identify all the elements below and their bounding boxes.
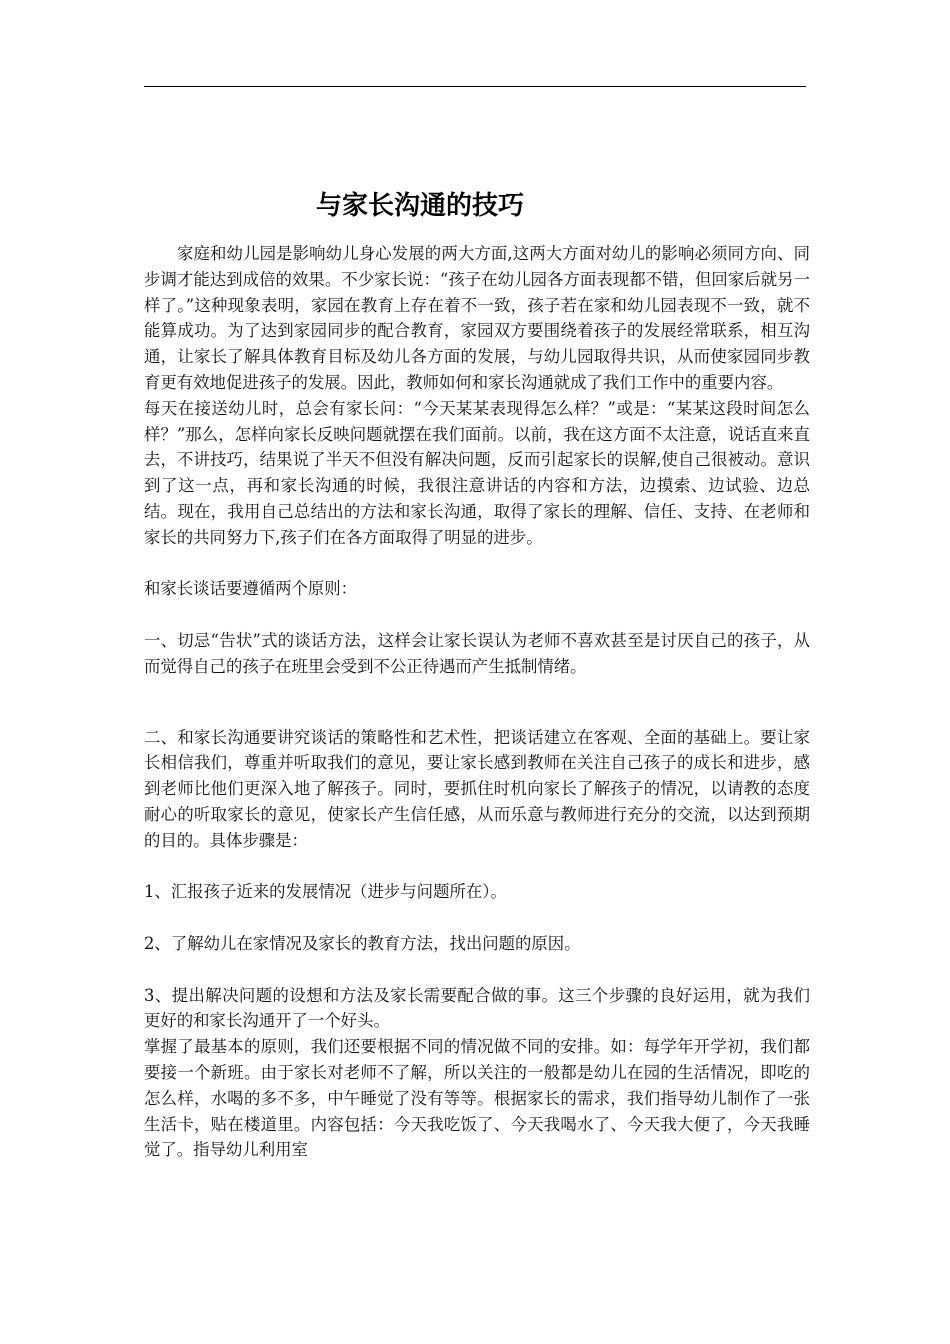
paragraph-arrangements: 掌握了最基本的原则，我们还要根据不同的情况做不同的安排。如：每学年开学初，我们都要接一个新班。由于家长对老师不了解，所以关注的一般都是幼儿在园的生活情况，即吃的怎么样，水喝的多不多，中午睡觉了没有等等。根据家长的需求，我们指导幼儿制作了一张生活卡，贴在楼道里。内容包括：今天我吃饭了、今天我喝水了、今天我大便了，今天我睡觉了。指导幼儿利用室 [144, 1037, 810, 1160]
paragraph-intro: 家庭和幼儿园是影响幼儿身心发展的两大方面,这两大方面对幼儿的影响必须同方向、同步调才能达到成倍的效果。不少家长说：“孩子在幼儿园各方面表现都不错，但回家后就另一样了。”这种现象表明，家园在教育上存在着不一致，孩子若在家和幼儿园表现不一致，就不能算成功。为了达到家园同步的配合教育，家园双方要围绕着孩子的发展经常联系，相互沟通，让家长了解具体教育目标及幼儿各方面的发展，与幼儿园取得共识，从而使家园同步教育更有效地促进孩子的发展。因此，教师如何和家长沟通就成了我们工作中的重要内容。 [144, 244, 810, 392]
header-rule [144, 86, 806, 87]
document-body [144, 241, 810, 1163]
paragraph-step-one: 1、汇报孩子近来的发展情况（进步与问题所在）。 [144, 882, 507, 902]
document-title: 与家长沟通的技巧 [315, 191, 524, 222]
paragraph-principle-one: 一、切忌“告状”式的谈话方法，这样会让家长误认为老师不喜欢甚至是讨厌自己的孩子，从而觉得自己的孩子在班里会受到不公正待遇而产生抵制情绪。 [144, 630, 810, 676]
paragraph-daily-pickup: 每天在接送幼儿时，总会有家长问：“今天某某表现得怎么样？”或是：“某某这段时间怎么样？”那么，怎样向家长反映问题就摆在我们面前。以前，我在这方面不太注意，说话直来直去，不讲技巧，结果说了半天不但没有解决问题，反而引起家长的误解,使自己很被动。意识到了这一点，再和家长沟通的时候，我很注意讲话的内容和方法，边摸索、边试验、边总结。现在，我用自己总结出的方法和家长沟通，取得了家长的理解、信任、支持、在老师和家长的共同努力下,孩子们在各方面取得了明显的进步。 [144, 398, 810, 547]
paragraph-principle-two: 二、和家长沟通要讲究谈话的策略性和艺术性，把谈话建立在客观、全面的基础上。要让家长相信我们，尊重并听取我们的意见，要让家长感到教师在关注自己孩子的成长和进步，感到老师比他们更深入地了解孩子。同时，要抓住时机向家长了解孩子的情况，以请教的态度耐心的听取家长的意见，使家长产生信任感，从而乐意与教师进行充分的交流，以达到预期的目的。具体步骤是： [144, 727, 810, 850]
paragraph-step-two: 2、了解幼儿在家情况及家长的教育方法，找出问题的原因。 [144, 933, 581, 953]
paragraph-principles-heading: 和家长谈话要遵循两个原则： [144, 579, 358, 599]
paragraph-step-three: 3、提出解决问题的设想和方法及家长需要配合做的事。这三个步骤的良好运用，就为我们更好的和家长沟通开了一个好头。 [144, 985, 810, 1031]
